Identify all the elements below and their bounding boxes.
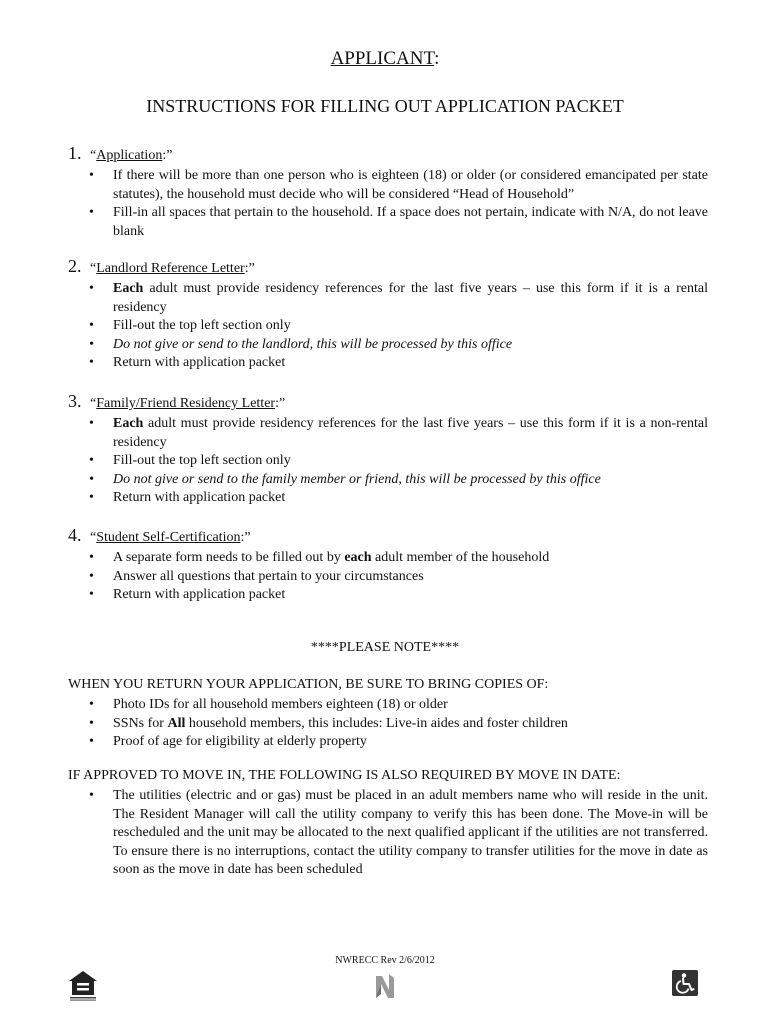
section-close-quote: :” [162,148,173,163]
bring-copies-heading: WHEN YOU RETURN YOUR APPLICATION, BE SURE TO BRING COPIES OF: [68,677,549,692]
revision-footer: NWRECC Rev 2/6/2012 [335,955,435,966]
emphasis: each [344,550,372,565]
list-item: • Proof of age for eligibility at elderly property [68,733,708,752]
list-item: • Fill-out the top left section only [68,452,708,471]
title-prefix: APPLICANT [330,48,435,69]
list-item-text: household members, this includes: Live-in aides and foster children [185,715,568,731]
section-number: 4. [68,525,82,545]
list-item [68,280,708,317]
handicap-accessible-icon [672,970,698,996]
list-item [68,415,708,452]
section-number: 3. [68,391,82,411]
section-heading [68,392,708,413]
section-application [68,144,708,241]
emphasis: All [167,715,186,731]
list-item: • Fill-in all spaces that pertain to the household. If a space does not pertain, indicate with N/A, do not leave blank [68,204,708,241]
section-close-quote: :” [244,261,255,276]
section-heading [68,257,708,278]
section-number: 2. [68,256,82,276]
section-open-quote: “ [90,396,97,411]
section-close-quote: :” [275,396,286,411]
list-item-text: A separate form needs to be filled out by [113,550,345,565]
emphasis: Each [113,281,144,296]
equal-housing-opportunity-icon [67,968,99,1002]
bullet-list [68,549,708,605]
section-heading [68,526,708,547]
list-item-text: adult must provide residency references for the last five years – use this form if it is a rental residency [113,281,708,315]
bullet-list [68,787,708,880]
bring-copies-section [68,676,708,752]
section-student-self-certification [68,526,708,605]
bullet-list [68,696,708,752]
list-item: • Fill-out the top left section only [68,317,708,336]
list-item: • Do not give or send to the landlord, this will be processed by this office [68,336,708,355]
bullet-list [68,167,708,241]
section-landlord-reference-letter [68,257,708,373]
section-close-quote: :” [240,530,251,545]
please-note: ****PLEASE NOTE**** [310,640,460,655]
list-item: • Answer all questions that pertain to your circumstances [68,568,708,587]
bullet-list [68,415,708,508]
section-number: 1. [68,143,82,163]
list-item: • The utilities (electric and or gas) must be placed in an adult members name who will reside in the unit. The Resident Manager will call the utility company to verify this has been done. The Move-in will be rescheduled and the unit may be allocated to the next qualified applicant if the utilities are not transferred. To ensure there is no interruptions, contact the utility company to transfer utilities for the move in date as soon as the move in date has been scheduled [68,787,708,880]
nwrecc-logo-icon [374,972,396,1000]
page-subtitle: INSTRUCTIONS FOR FILLING OUT APPLICATION PACKET [146,96,624,116]
bullet-list [68,280,708,373]
section-name: Student Self-Certification [96,530,241,545]
section-open-quote: “ [90,261,97,276]
move-in-requirements-section [68,767,708,880]
list-item [68,549,708,568]
list-item-text: SSNs for [113,715,168,731]
list-item: • Return with application packet [68,489,708,508]
section-open-quote: “ [90,530,97,545]
section-name: Family/Friend Residency Letter [96,396,276,411]
list-item [68,715,708,734]
section-name: Landlord Reference Letter [96,261,245,276]
list-item: • If there will be more than one person who is eighteen (18) or older (or considered emancipated per state statutes), the household must decide who will be considered “Head of Household” [68,167,708,204]
move-in-heading: IF APPROVED TO MOVE IN, THE FOLLOWING IS ALSO REQUIRED BY MOVE IN DATE: [68,768,621,783]
list-item-text: adult must provide residency references for the last five years – use this form if it is a non-rental residency [113,416,708,450]
section-open-quote: “ [90,148,97,163]
section-family-friend-residency-letter [68,392,708,508]
list-item: • Do not give or send to the family member or friend, this will be processed by this office [68,471,708,490]
list-item: • Return with application packet [68,586,708,605]
section-name: Application [96,148,163,163]
list-item-text: adult member of the household [371,550,550,565]
emphasis: Each [113,416,144,431]
section-heading [68,144,708,165]
list-item: • Photo IDs for all household members eighteen (18) or older [68,696,708,715]
page-title [0,48,770,70]
title-suffix: : [434,48,440,69]
list-item: • Return with application packet [68,354,708,373]
